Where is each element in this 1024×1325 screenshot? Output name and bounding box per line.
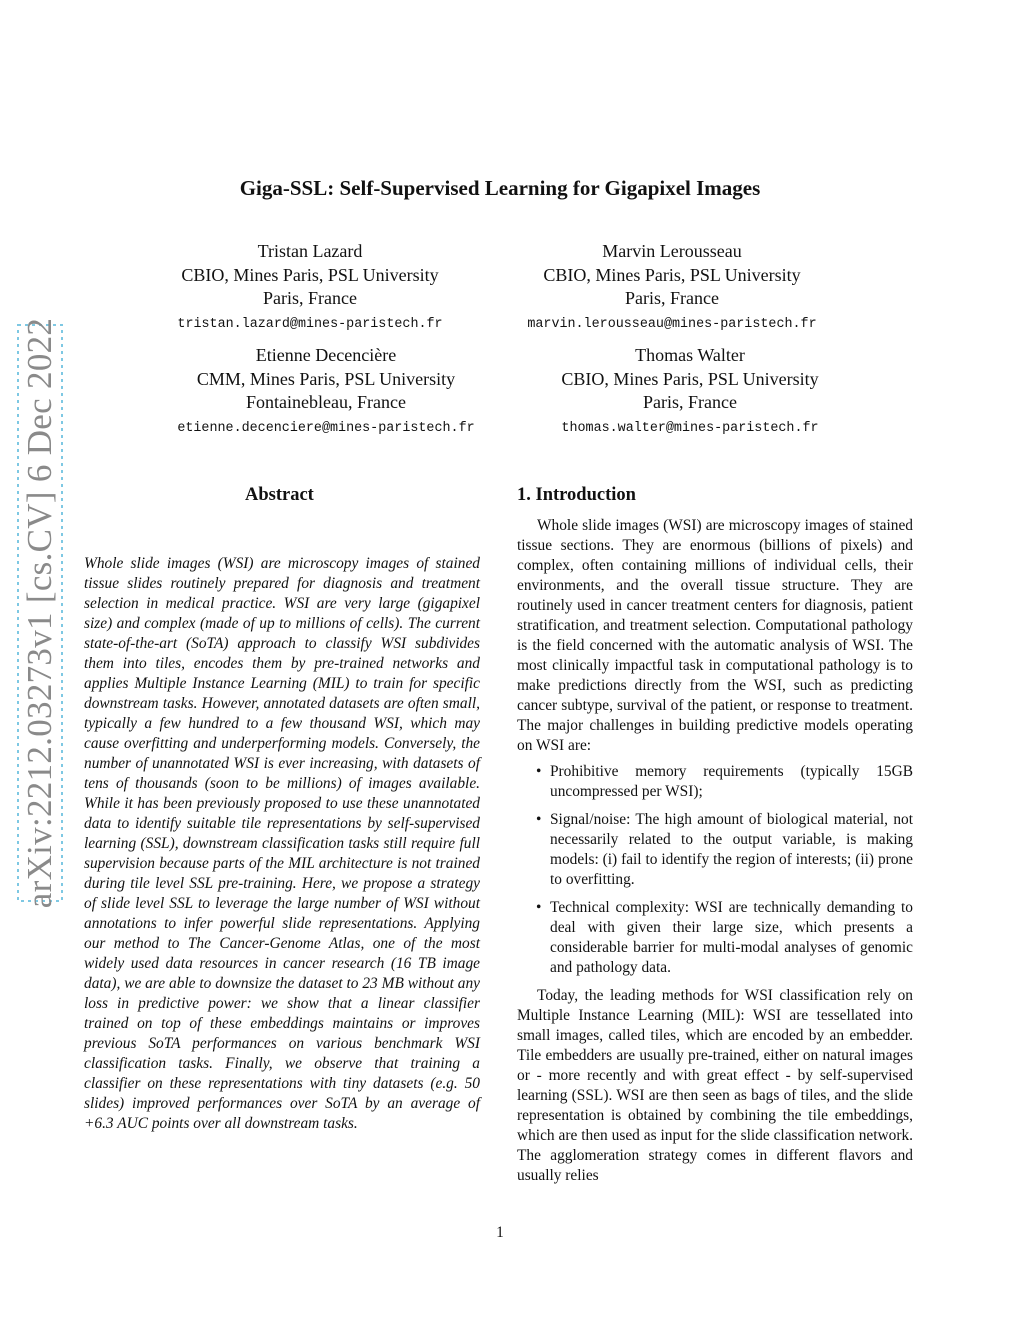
list-item-text: Signal/noise: The high amount of biological material, not necessarily related to the output variable, is making models: (i) fail to identify the region of interests; (ii) prone to overfitting. xyxy=(550,811,913,888)
author-name: Thomas Walter xyxy=(635,345,745,365)
author-affiliation: CBIO, Mines Paris, PSL University xyxy=(561,368,819,389)
author-affiliation: CMM, Mines Paris, PSL University xyxy=(196,368,456,389)
abstract-heading: Abstract xyxy=(245,485,314,505)
author-name: Tristan Lazard xyxy=(257,241,363,261)
introduction-heading: 1. Introduction xyxy=(517,485,636,505)
author-name: Etienne Decencière xyxy=(255,345,397,365)
bullet-icon: • xyxy=(536,811,542,828)
arxiv-identifier: arXiv:2212.03273v1 [cs.CV] 6 Dec 2022 xyxy=(20,317,59,909)
author-location: Fontainebleau, France xyxy=(246,392,406,412)
author-email: marvin.lerousseau@mines-paristech.fr xyxy=(527,316,817,332)
arxiv-sidebar xyxy=(16,317,64,909)
bullet-icon: • xyxy=(536,899,542,916)
challenges-list xyxy=(517,762,913,978)
author-email: tristan.lazard@mines-paristech.fr xyxy=(177,316,443,332)
author-affiliation: CBIO, Mines Paris, PSL University xyxy=(543,264,801,285)
intro-paragraph: Today, the leading methods for WSI classification rely on Multiple Instance Learning (MIL): WSI are tessellated into small images, called tiles, which are encoded by an embedder. Tile embedders are usually pre-trained, either on natural images or - more recently and with great effect - by self-supervised learning (SSL). WSI are then seen as bags of tiles, and the slide representation is obtained by combining the tile embeddings, which are then used as input for the slide classification network. The agglomeration strategy comes in different flavors and usually relies xyxy=(517,987,913,1184)
author-email: thomas.walter@mines-paristech.fr xyxy=(561,420,819,436)
author-location: Paris, France xyxy=(263,288,357,308)
bullet-icon: • xyxy=(536,763,542,780)
list-item-text: Prohibitive memory requirements (typically 15GB uncompressed per WSI); xyxy=(550,763,913,800)
intro-paragraph: Whole slide images (WSI) are microscopy images of stained tissue sections. They are enormous (billions of pixels) and complex, often containing millions of individual cells, their environments, and the overall tissue structure. They are routinely used in cancer treatment centers for diagnosis, patient stratification, and treatment selection. Computational pathology is the field concerned with the automatic analysis of WSI. The most clinically impactful task in computational pathology is to make predictions directly from the WSI, such as predicting cancer subtype, survival of the patient, or response to treatment. The major challenges in building predictive models operating on WSI are: xyxy=(517,517,913,754)
list-item xyxy=(536,898,913,978)
abstract-text: Whole slide images (WSI) are microscopy images of stained tissue slides routinely prepared for diagnosis and treatment selection in medical practice. WSI are very large (gigapixel size) and complex (made of up to millions of cells). The current state-of-the-art (SoTA) approach to classify WSI subdivides them into tiles, encodes them by pre-trained networks and applies Multiple Instance Learning (MIL) to train for specific downstream tasks. However, annotated datasets are often small, typically a few hundred to a few thousand WSI, which may cause overfitting and underperforming models. Conversely, the number of unannotated WSI is ever increasing, with datasets of tens of thousands (soon to be millions) of images available. While it has been previously proposed to use these unannotated data to identify suitable tile representations by self-supervised learning (SSL), downstream classification tasks still require full supervision because parts of the MIL architecture is not trained during tile level SSL pre-training. Here, we propose a strategy of slide level SSL to leverage the large number of WSI without annotations to infer powerful slide representations. Applying our method to The Cancer-Genome Atlas, one of the most widely used data resources in cancer research (16 TB image data), we are able to downsize the dataset to 23 MB without any loss in predictive power: we show that a linear classifier trained on top of these embeddings maintains or improves previous SoTA performances on various benchmark WSI classification tasks. Finally, we observe that training a classifier on these representations with tiny datasets (e.g. 50 slides) improved performances over SoTA by an average of +6.3 AUC points over all downstream tasks. xyxy=(84,555,480,1132)
author-name: Marvin Lerousseau xyxy=(602,241,742,261)
list-item xyxy=(536,810,913,890)
list-item-text: Technical complexity: WSI are technically demanding to deal with given their large size, which presents a considerable barrier for multi-modal analyses of genomic and pathology data. xyxy=(550,899,913,976)
author-location: Paris, France xyxy=(643,392,737,412)
author-location: Paris, France xyxy=(625,288,719,308)
author-block xyxy=(470,344,910,439)
paper-title: Giga-SSL: Self-Supervised Learning for Gigapixel Images xyxy=(239,176,761,200)
author-email: etienne.decenciere@mines-paristech.fr xyxy=(177,420,475,436)
author-block xyxy=(452,240,892,335)
introduction-body xyxy=(517,516,913,1186)
page-number: 1 xyxy=(496,1224,504,1241)
list-item xyxy=(536,762,913,802)
author-affiliation: CBIO, Mines Paris, PSL University xyxy=(181,264,439,285)
